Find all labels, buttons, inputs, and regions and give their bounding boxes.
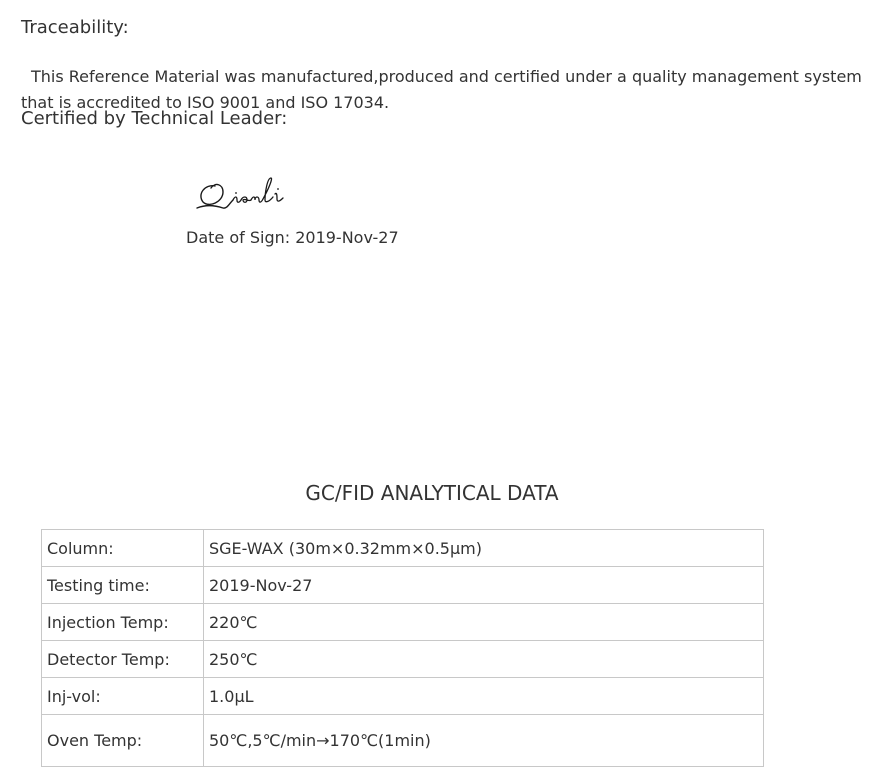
table-row (42, 715, 764, 767)
row-value-injection-temp: 220℃ (204, 604, 764, 641)
row-value-testing-time: 2019-Nov-27 (204, 567, 764, 604)
traceability-heading: Traceability: (21, 17, 129, 38)
row-value-column: SGE-WAX (30m×0.32mm×0.5μm) (204, 530, 764, 567)
row-label-inj-vol: Inj-vol: (42, 678, 204, 715)
table-row (42, 604, 764, 641)
date-of-sign: Date of Sign: 2019-Nov-27 (186, 228, 399, 247)
traceability-statement-line-1: This Reference Material was manufactured,produced and certified under a quality management system (31, 67, 862, 86)
row-label-column: Column: (42, 530, 204, 567)
traceability-statement-line-2: that is accredited to ISO 9001 and ISO 17034. (21, 93, 390, 112)
row-value-inj-vol: 1.0μL (204, 678, 764, 715)
table-row (42, 530, 764, 567)
certified-by-heading: Certified by Technical Leader: (21, 108, 288, 129)
row-label-injection-temp: Injection Temp: (42, 604, 204, 641)
signature-image (193, 172, 297, 214)
gc-fid-section-title: GC/FID ANALYTICAL DATA (305, 481, 559, 505)
row-label-detector-temp: Detector Temp: (42, 641, 204, 678)
row-label-testing-time: Testing time: (42, 567, 204, 604)
row-label-oven-temp: Oven Temp: (42, 715, 204, 767)
table-row (42, 641, 764, 678)
gc-fid-data-table (41, 529, 764, 767)
row-value-detector-temp: 250℃ (204, 641, 764, 678)
table-row (42, 678, 764, 715)
row-value-oven-temp: 50℃,5℃/min→170℃(1min) (204, 715, 764, 767)
table-row (42, 567, 764, 604)
